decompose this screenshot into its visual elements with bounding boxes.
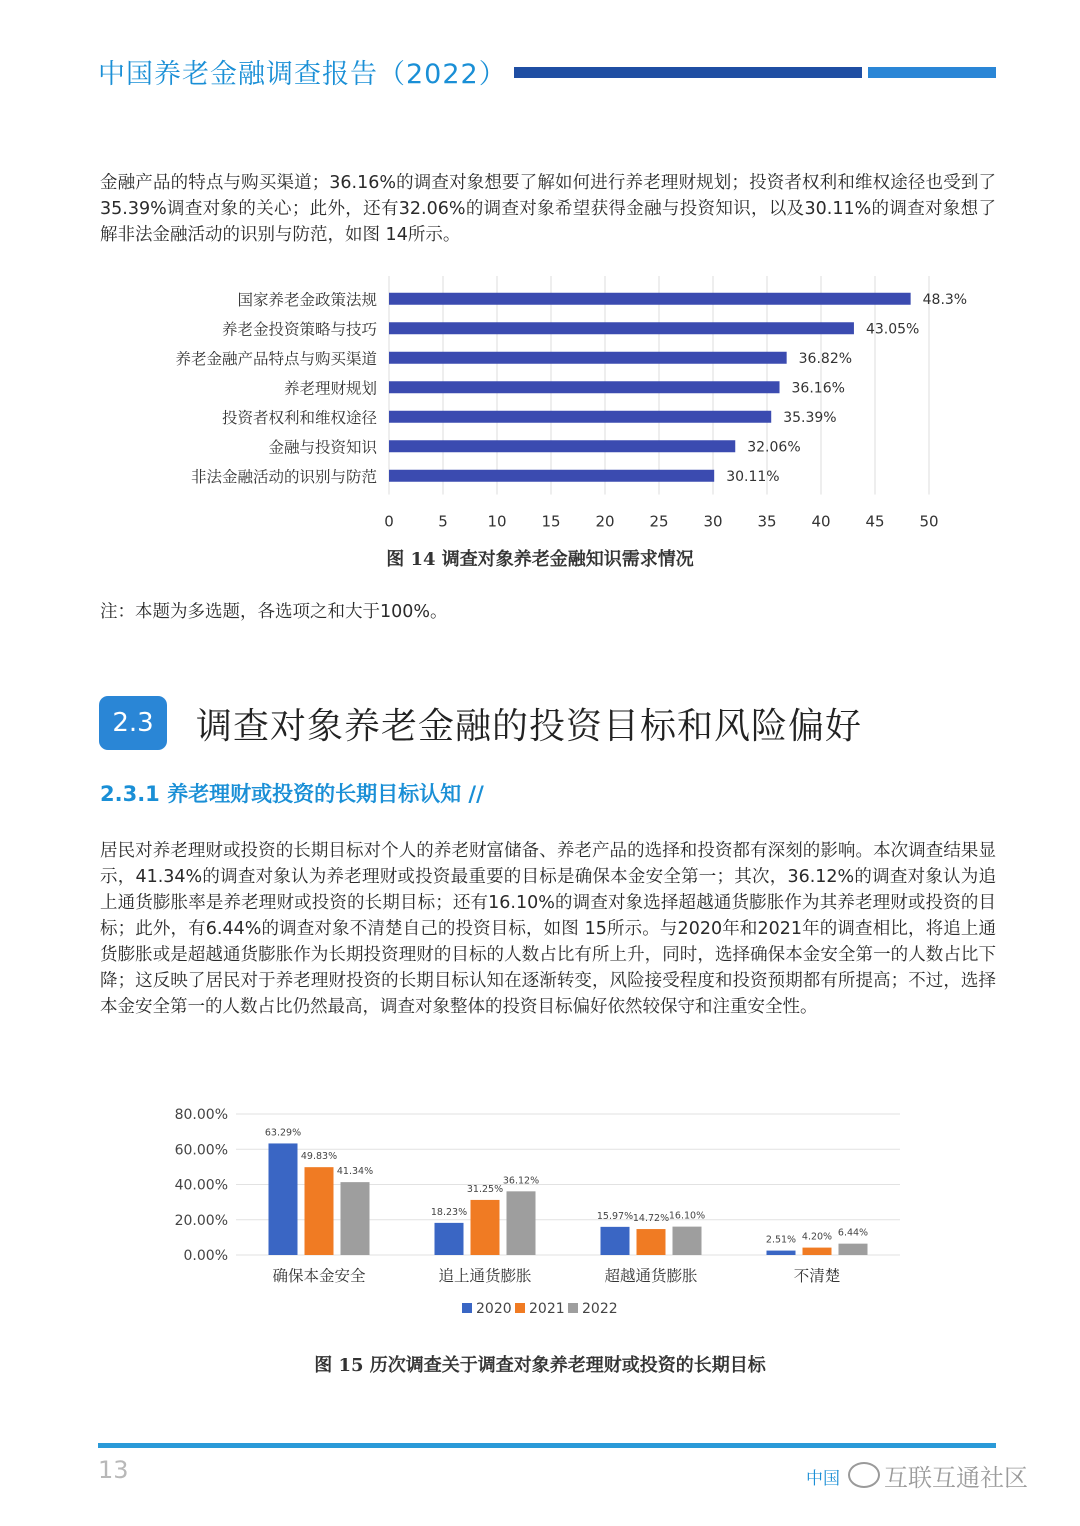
- f15-category-label: 追上通货膨胀: [438, 1267, 532, 1285]
- f15-legend-swatch-2021: [515, 1303, 525, 1313]
- f14-tick-label: 5: [438, 512, 448, 531]
- section-number-badge: 2.3: [99, 696, 167, 750]
- f15-legend-label: 2022: [582, 1301, 618, 1317]
- report-header-title: 中国养老金融调查报告（2022）: [98, 59, 507, 90]
- f14-category-label: 养老金融产品特点与购买渠道: [175, 349, 377, 368]
- f15-bar-2022: [507, 1191, 536, 1255]
- figure-note: 注：本题为多选题，各选项之和大于100%。: [100, 602, 448, 622]
- wechat-logo-icon: [848, 1462, 880, 1488]
- f15-category-label: 超越通货膨胀: [604, 1267, 698, 1285]
- f15-y-tick-label: 80.00%: [174, 1107, 228, 1123]
- f14-category-label: 金融与投资知识: [268, 438, 377, 457]
- figure14-chart: [140, 272, 980, 534]
- f14-value-label: 36.82%: [798, 350, 853, 367]
- f14-tick-label: 0: [384, 512, 394, 531]
- footer-divider: [98, 1443, 996, 1448]
- f14-value-label: 35.39%: [783, 409, 837, 426]
- f14-tick-label: 20: [595, 512, 615, 531]
- f14-category-label: 非法金融活动的识别与防范: [190, 467, 377, 486]
- f15-bar-2021: [637, 1229, 666, 1255]
- f14-category-label: 国家养老金政策法规: [237, 290, 377, 309]
- f14-category-label: 投资者权利和维权途径: [221, 408, 377, 427]
- f15-y-tick-label: 40.00%: [174, 1177, 228, 1194]
- f15-value-label: 63.29%: [264, 1127, 302, 1139]
- f15-value-label: 31.25%: [466, 1183, 504, 1195]
- f15-value-label: 16.10%: [668, 1210, 706, 1222]
- main-paragraph: [100, 838, 996, 1020]
- f14-value-label: 43.05%: [865, 321, 920, 338]
- f15-legend-swatch-2022: [568, 1303, 578, 1313]
- figure14-caption: 图 14 调查对象养老金融知识需求情况: [386, 549, 694, 570]
- intro-paragraph-text: 金融产品的特点与购买渠道；36.16%的调查对象想要了解如何进行养老理财规划；投资者权利和维权途径也受到了35.39%调查对象的关心；此外，还有32.06%的调查对象希望获得金融与投资知识，以及30.11%的调查对象想了解非法金融活动的识别与防范，如图 14所示。: [100, 173, 996, 245]
- footer-brand: 中国: [806, 1469, 840, 1489]
- f14-bar: [389, 411, 771, 423]
- f14-tick-label: 35: [757, 512, 777, 531]
- page-number: 13: [98, 1456, 129, 1484]
- main-paragraph-text: 居民对养老理财或投资的长期目标对个人的养老财富储备、养老产品的选择和投资都有深刻的影响。本次调查结果显示，41.34%的调查对象认为养老理财或投资最重要的目标是确保本金安全第一；其次，36.12%的调查对象认为追上通货膨胀率是养老理财或投资的长期目标；还有16.10%的调查对象选择超越通货膨胀作为其养老理财或投资的目标；此外，有6.44%的调查对象不清楚自己的投资目标，如图 15所示。与2020年和2021年的调查相比，将追上通货膨胀或是超越通货膨胀作为长期投资理财的目标的人数占比有所上升，同时，选择确保本金安全第一的人数占比下降；这反映了居民对于养老理财投资的长期目标认知在逐渐转变，风险接受程度和投资预期都有所提高；不过，选择本金安全第一的人数占比仍然最高，调查对象整体的投资目标偏好依然较保守和注重安全性。: [100, 841, 996, 1017]
- section-title: 调查对象养老金融的投资目标和风险偏好: [196, 706, 863, 747]
- f15-bar-2021: [471, 1200, 500, 1255]
- f14-bar: [389, 322, 854, 334]
- header-decor-bar-dark: [514, 67, 862, 78]
- f14-tick-label: 30: [703, 512, 723, 531]
- f14-value-label: 48.3%: [922, 291, 968, 308]
- f14-value-label: 36.16%: [791, 380, 845, 397]
- f15-bar-2020: [601, 1227, 630, 1255]
- f14-tick-label: 40: [811, 512, 831, 531]
- f15-y-tick-label: 20.00%: [174, 1212, 228, 1229]
- f15-bar-2020: [435, 1223, 464, 1255]
- f15-value-label: 2.51%: [765, 1234, 797, 1246]
- f15-bar-2020: [767, 1251, 796, 1255]
- f15-value-label: 36.12%: [502, 1175, 540, 1187]
- f14-bar: [389, 470, 714, 482]
- f15-category-label: 不清楚: [793, 1267, 841, 1285]
- f14-tick-label: 15: [541, 512, 561, 531]
- f15-value-label: 6.44%: [837, 1227, 869, 1239]
- f14-tick-label: 10: [487, 512, 507, 531]
- f14-bar: [389, 352, 787, 364]
- figure15-chart: [160, 1100, 920, 1335]
- f15-value-label: 4.20%: [801, 1231, 833, 1243]
- f15-legend-label: 2021: [529, 1301, 565, 1317]
- f15-y-tick-label: 60.00%: [174, 1142, 228, 1159]
- f14-bar: [389, 293, 911, 305]
- f14-tick-label: 45: [865, 512, 885, 531]
- f15-bar-2020: [269, 1143, 298, 1255]
- f14-category-label: 养老理财规划: [283, 379, 377, 398]
- watermark-text: 互联互通社区: [884, 1464, 1028, 1492]
- f14-bar: [389, 440, 735, 452]
- f14-category-label: 养老金投资策略与技巧: [221, 320, 377, 339]
- f15-bar-2021: [803, 1248, 832, 1255]
- f15-value-label: 49.83%: [300, 1151, 338, 1163]
- f15-bar-2022: [839, 1244, 868, 1255]
- f15-legend-label: 2020: [476, 1301, 512, 1317]
- header-decor-bar-light: [868, 67, 996, 78]
- f15-value-label: 18.23%: [430, 1206, 468, 1218]
- subsection-title: 2.3.1 养老理财或投资的长期目标认知 //: [100, 782, 484, 806]
- f14-bar: [389, 381, 780, 393]
- f15-legend-swatch-2020: [462, 1303, 472, 1313]
- f15-bar-2022: [673, 1227, 702, 1255]
- f14-tick-label: 25: [649, 512, 669, 531]
- f14-tick-label: 50: [919, 512, 939, 531]
- f15-value-label: 15.97%: [596, 1210, 634, 1222]
- f15-bar-2022: [341, 1182, 370, 1255]
- f15-category-label: 确保本金安全: [272, 1267, 366, 1285]
- f14-value-label: 32.06%: [747, 439, 801, 456]
- f15-bar-2021: [305, 1167, 334, 1255]
- f15-y-tick-label: 0.00%: [183, 1248, 228, 1264]
- f15-value-label: 41.34%: [336, 1166, 374, 1178]
- f15-value-label: 14.72%: [632, 1213, 670, 1225]
- intro-paragraph: [100, 170, 996, 248]
- figure15-caption: 图 15 历次调查关于调查对象养老理财或投资的长期目标: [314, 1355, 766, 1376]
- f14-value-label: 30.11%: [726, 468, 780, 485]
